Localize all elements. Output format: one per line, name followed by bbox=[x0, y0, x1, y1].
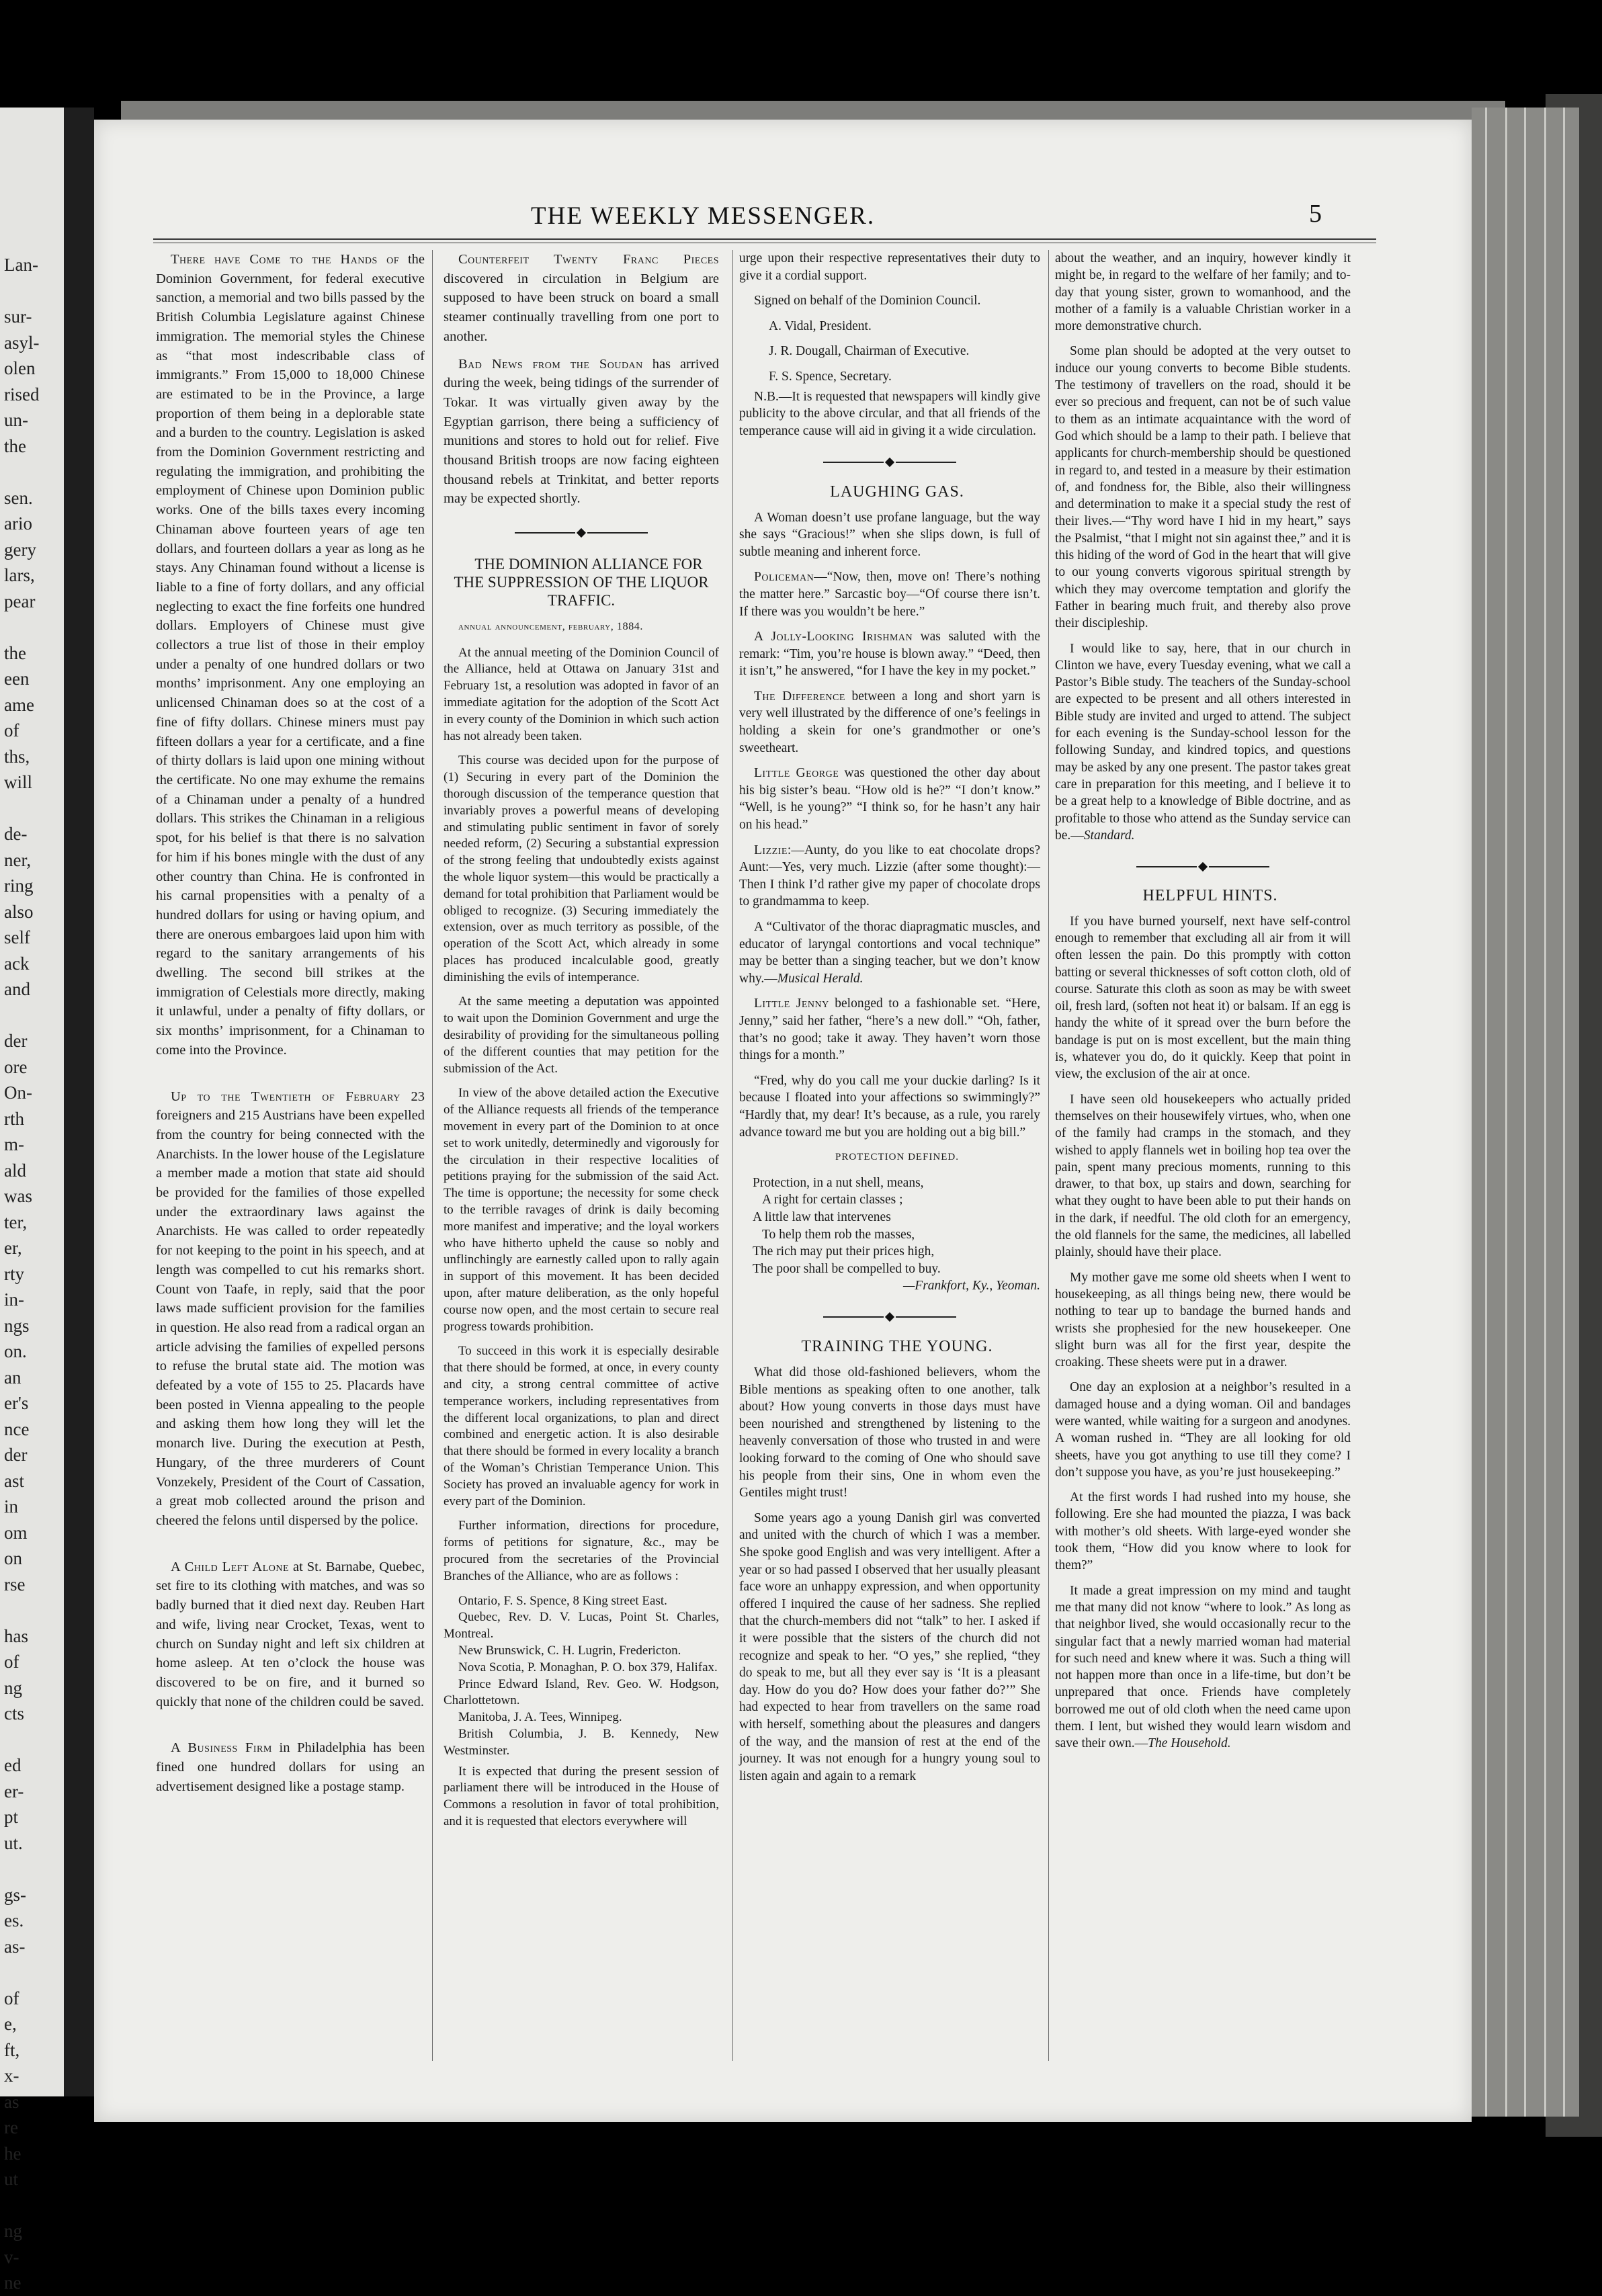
lead-in: Lizzie bbox=[754, 843, 788, 857]
paragraph: Some plan should be adopted at the very outset to induce our young converts to become Bible students. The testimony of travellers on the road, should it be ever so precious and frequent, can not be of such value to them as an intimate acquaintance with the word of God which should be a lamp to their path. I believe that applicants for church-membership should be questioned in regard to, and tested in a measure by their estimation of, and fondness for, the Bible, also their willingness and determination to make it a special study the rest of their lives.—“Thy word have I hid in my heart,” says the Psalmist, “that I might not sin against thee,” and it is this hiding of the word of God in the heart that will give to our young converts vigorous spiritual strength by which they may overcome temptation and glorify the Father in bearing much fruit, and thereby also prove their discipleship. bbox=[1055, 344, 1351, 631]
lead-in: Little Jenny bbox=[754, 996, 829, 1011]
lead-in: Little George bbox=[754, 766, 839, 781]
paragraph-text: I would like to say, here, that in our church in Clinton we have, every Tuesday evening, what we call a Pastor’s Bible study. The teachers of the Sunday-school are expected to be present and all others interested in Bible study are invited and urged to attend. The subject for each evening is the Sunday-school lesson for the following Sunday, and kindred topics, and questions may be asked by any one present. The pastor takes great care in preparation for this meeting, and I believe it to be a great help to a knowledge of Bible doctrine, and as profitable to those who attend as the Sunday service can be.— bbox=[1055, 641, 1351, 843]
poem-line: A right for certain classes ; bbox=[762, 1193, 903, 1207]
poem-line: The rich may put their prices high, bbox=[753, 1244, 935, 1259]
poem bbox=[739, 1175, 1040, 1295]
article-chinese-immigration bbox=[156, 250, 425, 1060]
signature-line: F. S. Spence, Secretary. bbox=[769, 369, 892, 384]
poem-line: Protection, in a nut shell, means, bbox=[753, 1175, 924, 1190]
column-2 bbox=[444, 250, 719, 1838]
paragraph: What did those old-fashioned believers, whom the Bible mentions as speaking often to one another, talk about? How young converts in those days must have been nourished and strengthened by listening to the heavenly conversation of those who trusted in and were looking forward to the coming of One who should save his people from their sins, One in whom even the Gentiles might trust! bbox=[739, 1365, 1040, 1500]
paragraph: At the same meeting a deputation was appointed to wait upon the Dominion Government and urge the desirability of providing for the simultaneous polling of the different counties that may petition for the submission of the Act. bbox=[444, 994, 719, 1076]
paragraph-text: belonged to a fashionable set. “Here, Jenny,” said her father, “here’s a new doll.” “Oh, father, that’s no good; take it away. They haven’t worn those things for a month.” bbox=[739, 996, 1040, 1063]
paragraph bbox=[739, 688, 1040, 757]
paragraph-text: —“Now, then, move on! There’s nothing the matter here.” Sarcastic boy—“Of course there isn’t. If there was you wouldn’t be here.” bbox=[739, 570, 1040, 619]
section-heading-laughing-gas: LAUGHING GAS. bbox=[830, 482, 964, 501]
paragraph: At the first words I had rushed into my house, she following. Ere she had mounted the piazza, I was back with mother’s old sheets. With large-eyed wonder she took them, “How did you know where to look for them?” bbox=[1055, 1490, 1351, 1573]
column-4 bbox=[1055, 250, 1351, 1760]
paragraph-text: 23 foreigners and 215 Austrians have been expelled from the country for being connected with the Anarchists. In the lower house of the Legislature a member made a motion that state aid should be provided for the families of those expelled under the extraordinary laws against the Anarchists. He was called to order repeatedly for not keeping to the point in his speech, and at length was compelled to cut his remarks short. Count von Taafe, in reply, said that the poor laws made sufficient provision for the families in question. He also read from a radical organ an article advising the families of expelled persons to refuse the brutal state aid. The motion was defeated by a vote of 155 to 25. Placards have been posted in Vienna appealing to the people and asking them how long they will let the monarch live. During the execution at Pesth, Hungary, of the three murderers of Count Vonzekely, President of the Court of Cassation, a great mob collected around the prison and cheered the felons until dispersed by the police. bbox=[156, 1089, 425, 1528]
paragraph bbox=[739, 995, 1040, 1064]
article-soudan bbox=[444, 355, 719, 509]
book-gutter bbox=[64, 108, 94, 2096]
section-heading-helpful-hints: HELPFUL HINTS. bbox=[1142, 887, 1278, 905]
lead-in: Bad News from the Soudan bbox=[458, 356, 643, 372]
section-heading-alliance: THE DOMINION ALLIANCE FOR THE SUPPRESSION OF THE LIQUOR TRAFFIC. bbox=[454, 555, 709, 609]
paragraph: In view of the above detailed action the Executive of the Alliance requests all friends of the temperance movement in every part of the Dominion to at once set to work unitedly, determinedly and vigorously for the circulation in their respective localities of petitions praying for the submission of the said Act. The time is opportune; the necessity for some check to the terrible ravages of drink is daily becoming more manifest and imperative; and the loyal workers who have hitherto upheld the cause so nobly and unflinchingly are earnestly called upon to rally again in support of this movement. It has been decided upon, after mature deliberation, as the only hopeful course now open, and the most certain to secure real progress towards prohibition. bbox=[444, 1086, 719, 1334]
paragraph: N.B.—It is requested that newspapers will kindly give publicity to the above circular, and that all friends of the temperance cause will aid in giving it a wide circulation. bbox=[739, 389, 1040, 438]
article-counterfeit bbox=[444, 250, 719, 347]
poem-title: PROTECTION DEFINED. bbox=[835, 1152, 959, 1163]
lead-in: Up to the Twentieth of February bbox=[171, 1089, 400, 1104]
paragraph-text: was questioned the other day about his big sister’s beau. “How old is he?” “I don’t know.” “Well, is he young?” “I think so, for he hasn’t any hair on his head.” bbox=[739, 766, 1040, 833]
header-rule bbox=[153, 238, 1376, 243]
section-subheading: annual announcement, february, 1884. bbox=[458, 620, 643, 632]
masthead: THE WEEKLY MESSENGER. bbox=[531, 202, 876, 230]
secretary-list-item: British Columbia, J. B. Kennedy, New Westminster. bbox=[444, 1726, 719, 1758]
lead-in: Policeman bbox=[754, 570, 814, 585]
page-number: 5 bbox=[1309, 200, 1322, 228]
source-credit: Standard. bbox=[1083, 828, 1135, 843]
paragraph bbox=[1055, 1582, 1351, 1752]
section-heading-training: TRAINING THE YOUNG. bbox=[801, 1338, 993, 1356]
paragraph-text: between a long and short yarn is very well illustrated by the difference of one’s feelings in holding a skein for one’s grandmother or one’s sweetheart. bbox=[739, 689, 1040, 755]
paragraph: Further information, directions for procedure, forms of petitions for signature, &c., may be procured from the secretaries of the Provincial Branches of the Alliance, who are as follows : bbox=[444, 1519, 719, 1583]
paragraph: If you have burned yourself, next have self-control enough to remember that excluding all air from it will often lessen the pain. Do this promptly with cotton batting or several thicknesses of soft cotton cloth, old of course. Saturate this cloth as soon as may be with sweet oil, fresh lard, (soften not heat it) or balsam. If an egg is handy the white of it spread over the burn before the bandage is put on is most excellent, but the main thing is, whatever you do, do it quickly. Keep that point in view, the exclusion of the air at once. bbox=[1055, 914, 1351, 1082]
paragraph-text: It made a great impression on my mind and taught me that many did not know “where to look.” As long as that neighbor lived, she would occasionally recur to the singular fact that a newly married woman had material for such need and knew where it was. Such a thing will not happen more than once in a life-time, but don’t be unprepared that once. Friends have completely borrowed me out of old cloth when the need came upon them. I lent, but wished they would learn wisdom and save their own.— bbox=[1055, 1583, 1351, 1751]
paragraph-text: was saluted with the remark: “Tim, you’re house is blown away.” “Deed, then it isn’t,” he answered, “for I have the key in my pocket.” bbox=[739, 630, 1040, 679]
paragraph-text: A “Cultivator of the thorac diapragmatic muscles, and educator of laryngal contortions and vocal technique” may be better than a singing teacher, but we don’t know why.— bbox=[739, 920, 1040, 986]
column-1 bbox=[156, 250, 425, 1804]
paragraph: One day an explosion at a neighbor’s resulted in a damaged house and a dying woman. Oil and bandages were wanted, while waiting for a surgeon and anodynes. A woman rushed in. “They are all looking for old sheets, have you got anything to use till they come? I don’t suppose you have, as you’re just housekeeping.” bbox=[1055, 1380, 1351, 1480]
section-ornament bbox=[444, 522, 719, 542]
column-divider bbox=[732, 250, 733, 2061]
paragraph: A Woman doesn’t use profane language, but the way she says “Gracious!” when she slips down, is full of subtle meaning and inherent force. bbox=[739, 510, 1040, 559]
source-credit: Musical Herald. bbox=[777, 971, 863, 986]
paragraph: My mother gave me some old sheets when I went to housekeeping, as all things being new, there would be nothing to tear up to bandage the burned hands and wrists she prophesied for the new housekeeper. One slight burn was all for the first year, despite the croaking. These sheets were put in a drawer. bbox=[1055, 1270, 1351, 1370]
lead-in: A Child Left Alone bbox=[171, 1559, 290, 1574]
paragraph: Some years ago a young Danish girl was converted and united with the church of which I was a member. She spoke good English and was very intelligent. After a year or so had passed I observed that her usually pleasant face wore an unhappy expression, and when opportunity offered I inquired the cause of her sadness. She replied that the church-members did not “talk” to her. I asked if it were possible that the sisters of the church did not recognize and speak to her. “O yes,” she replied, “they do speak to me, but all they ever say is ‘It is a pleasant day. How do you do? How does your father do?’” She had expected to hear from travellers on the same road with herself, something about the pleasures and dangers of the way, and the mansion of rest at the end of the journey. It was not enough for a hungry young soul to listen again and again to a remark bbox=[739, 1511, 1040, 1783]
paragraph: To succeed in this work it is especially desirable that there should be formed, at once, in every county and city, a strong central committee of active temperance workers, including representatives from the different local organizations, to plan and direct combined and energetic action. It is also desirable that there should be formed in every locality a branch of the Woman’s Christian Temperance Union. This Society has proved an invaluable agency for work in every part of the Dominion. bbox=[444, 1344, 719, 1508]
paragraph-text: has arrived during the week, being tidings of the surrender of Tokar. It was virtually given away by the Egyptian garrison, there being a sufficiency of munitions and stores to hold out for relief. Five thousand British troops are now facing eighteen thousand rebels at Trinkitat, and better reports may be expected shortly. bbox=[444, 356, 719, 507]
signature-line: A. Vidal, President. bbox=[769, 318, 872, 333]
paragraph: I have seen old housekeepers who actually prided themselves on their housewifely virtues, who, when one of the family had cramps in the stomach, and they wished to apply flannels wet in boiling hop tea over the pain, spent many precious moments, running to this drawer, to that box, up stairs and down, searching for what they ought to have been able to put their hands on in the dark, if needful. The old cloth for an emergency, the old flannels for the same, the medicines, all labelled plainly, should have their place. bbox=[1055, 1092, 1351, 1260]
poem-line: To help them rob the masses, bbox=[762, 1227, 915, 1242]
facing-page-text: Lan- sur- asyl- olen rised un- the sen. ario gery lars, pear the een ame of ths, will de- ner, ring also self ack and der ore On- rth m- ald was ter, er, rty in- ngs on. an er's nce der ast in om on rse has of ng cts ed er- pt ut. gs- es. as- of e, ft, x- as re he ut ng v- ne bbox=[4, 255, 40, 2293]
secretary-list-item: Ontario, F. S. Spence, 8 King street East. bbox=[458, 1593, 667, 1608]
lead-in: Counterfeit Twenty Franc Pieces bbox=[458, 252, 719, 267]
paragraph bbox=[739, 628, 1040, 680]
paragraph-text: in Philadelphia has been fined one hundred dollars for using an advertisement designed like a postage stamp. bbox=[156, 1740, 425, 1794]
poem-line: A little law that intervenes bbox=[753, 1209, 891, 1224]
paragraph: It is expected that during the present session of parliament there will be introduced in the House of Commons a resolution in favor of total prohibition, and it is requested that electors everywhere will bbox=[444, 1764, 719, 1828]
paragraph: At the annual meeting of the Dominion Council of the Alliance, held at Ottawa on January 31st and February 1st, a resolution was adopted in favor of an immediate agitation for the adoption of the Scott Act in every county of the Dominion in which such action has not already been taken. bbox=[444, 645, 719, 743]
paragraph-text: discovered in circulation in Belgium are supposed to have been struck on board a small steamer continually travelling from one port to another. bbox=[444, 271, 719, 344]
paragraph-text: the Dominion Government, for federal executive sanction, a memorial and two bills passed by the British Columbia Legislature against Chinese immigration. The memorial styles the Chinese as “that most indescribable class of immigrants.” From 15,000 to 18,000 Chinese are estimated to be in the Province, a large proportion of them being in a deplorable state and a burden to the country. Legislation is asked from the Dominion Government restricting and regulating the immigration, and prohibiting the employment of Chinese upon Dominion public works. One of the bills taxes every incoming Chinaman above fourteen years of age ten dollars, and fourteen dollars a year as long as he stays. Any Chinaman found without a license is liable to a fine of forty dollars, and any official neglecting to exact the fine forfeits one hundred dollars. Employers of Chinese must give collectors a true list of those in their employ under a penalty of one hundred dollars or two months’ imprisonment. Any one employing an unlicensed Chinaman does so at the cost of a fine of fifty dollars. Chinese miners must pay fifteen dollars a year for a certificate, and a fine of thirty dollars is laid upon one mining without the certificate. No one may exhume the remains of a Chinaman under a penalty of a hundred dollars. This strikes the Chinaman in a religious spot, for his belief is that there is no salvation for him if his bones mingle with the dust of any other country than China. He is confronted in his carnal propensities with a penalty of a hundred dollars for using or having opium, and there are onerous embargoes laid upon him with regard to the sanitary arrangements of his dwelling. The second bill strikes at the immigration of Celestials more directly, making it unlawful, under a penalty of fifty dollars, or six months’ imprisonment, for a Chinaman to come into the Province. bbox=[156, 252, 425, 1058]
paragraph bbox=[739, 765, 1040, 833]
page-stack-edge bbox=[1472, 108, 1579, 2117]
paragraph bbox=[1055, 640, 1351, 845]
paragraph bbox=[739, 919, 1040, 987]
paragraph: about the weather, and an inquiry, however kindly it might be, in regard to the welfare of her family; and to-day that young sister, grown to womanhood, and the mother of a family is a valuable Christian worker in a more demonstrative church. bbox=[1055, 251, 1351, 334]
article-child-left-alone bbox=[156, 1558, 425, 1712]
lead-in: There have Come to the Hands of bbox=[171, 252, 400, 267]
lead-in: A Business Firm bbox=[171, 1740, 272, 1756]
paragraph-text: :—Aunty, do you like to eat chocolate drops? Aunt:—Yes, very much. Lizzie (after some thought):—Then I think I’d rather give my paper of chocolate drops to grandmamma to keep. bbox=[739, 843, 1040, 909]
alliance-body bbox=[444, 645, 719, 1830]
column-divider bbox=[1048, 250, 1049, 2061]
secretary-list-item: Quebec, Rev. D. V. Lucas, Point St. Charles, Montreal. bbox=[444, 1610, 719, 1642]
column-divider bbox=[432, 250, 433, 2061]
article-business-firm bbox=[156, 1738, 425, 1796]
paragraph bbox=[739, 842, 1040, 910]
article-anarchists bbox=[156, 1087, 425, 1531]
section-ornament bbox=[739, 453, 1040, 470]
lead-in: A Jolly-Looking Irishman bbox=[754, 630, 913, 644]
paragraph-text: at St. Barnabe, Quebec, set fire to its clothing with matches, and was so badly burned that it died next day. Reuben Hart and wife, living near Crocket, Texas, went to church on Sunday night and left six children at home asleep. At ten o’clock the house was discovered to be on fire, and it burned so quickly that none of the children could be saved. bbox=[156, 1559, 425, 1709]
poem-attribution: —Frankfort, Ky., Yeoman. bbox=[902, 1279, 1040, 1293]
secretary-list-item: New Brunswick, C. H. Lugrin, Fredericton. bbox=[458, 1643, 681, 1658]
column-3 bbox=[739, 250, 1040, 1793]
paragraph: Signed on behalf of the Dominion Council. bbox=[754, 294, 981, 308]
secretary-list-item: Nova Scotia, P. Monaghan, P. O. box 379, Halifax. bbox=[458, 1660, 718, 1674]
section-ornament bbox=[739, 1308, 1040, 1326]
signature-line: J. R. Dougall, Chairman of Executive. bbox=[769, 344, 970, 359]
paragraph: This course was decided upon for the purpose of (1) Securing in every part of the Dominion the thorough discussion of the temperance question that invariably proves a powerful means of developing and stimulating public sentiment in favor of sorely needed reform, (2) Securing a substantial expression of the strong feeling that undoubtedly exists against the whole liquor system—this would be practically a demand for total prohibition that Parliament would be obliged to recognize. (3) Securing immediately the extension, over as much territory as possible, of the operation of the Scott Act, which already in some places has produced incalculable good, greatly diminishing the evils of intemperance. bbox=[444, 753, 719, 984]
secretary-list-item: Manitoba, J. A. Tees, Winnipeg. bbox=[458, 1710, 622, 1725]
source-credit: The Household. bbox=[1148, 1736, 1231, 1751]
lead-in: The Difference bbox=[754, 689, 845, 704]
paragraph: urge upon their respective representatives their duty to give it a cordial support. bbox=[739, 251, 1040, 283]
paragraph: “Fred, why do you call me your duckie darling? Is it because I floated into your affections so swimmingly?” “Hardly that, my dear! It’s because, as a rule, you rarely advance toward me but you are holding out a big bill.” bbox=[739, 1073, 1040, 1140]
facing-page-fragment bbox=[0, 108, 68, 2293]
poem-line: The poor shall be compelled to buy. bbox=[753, 1261, 941, 1276]
secretary-list-item: Prince Edward Island, Rev. Geo. W. Hodgson, Charlottetown. bbox=[444, 1676, 719, 1708]
section-ornament bbox=[1055, 857, 1351, 874]
paragraph bbox=[739, 568, 1040, 620]
